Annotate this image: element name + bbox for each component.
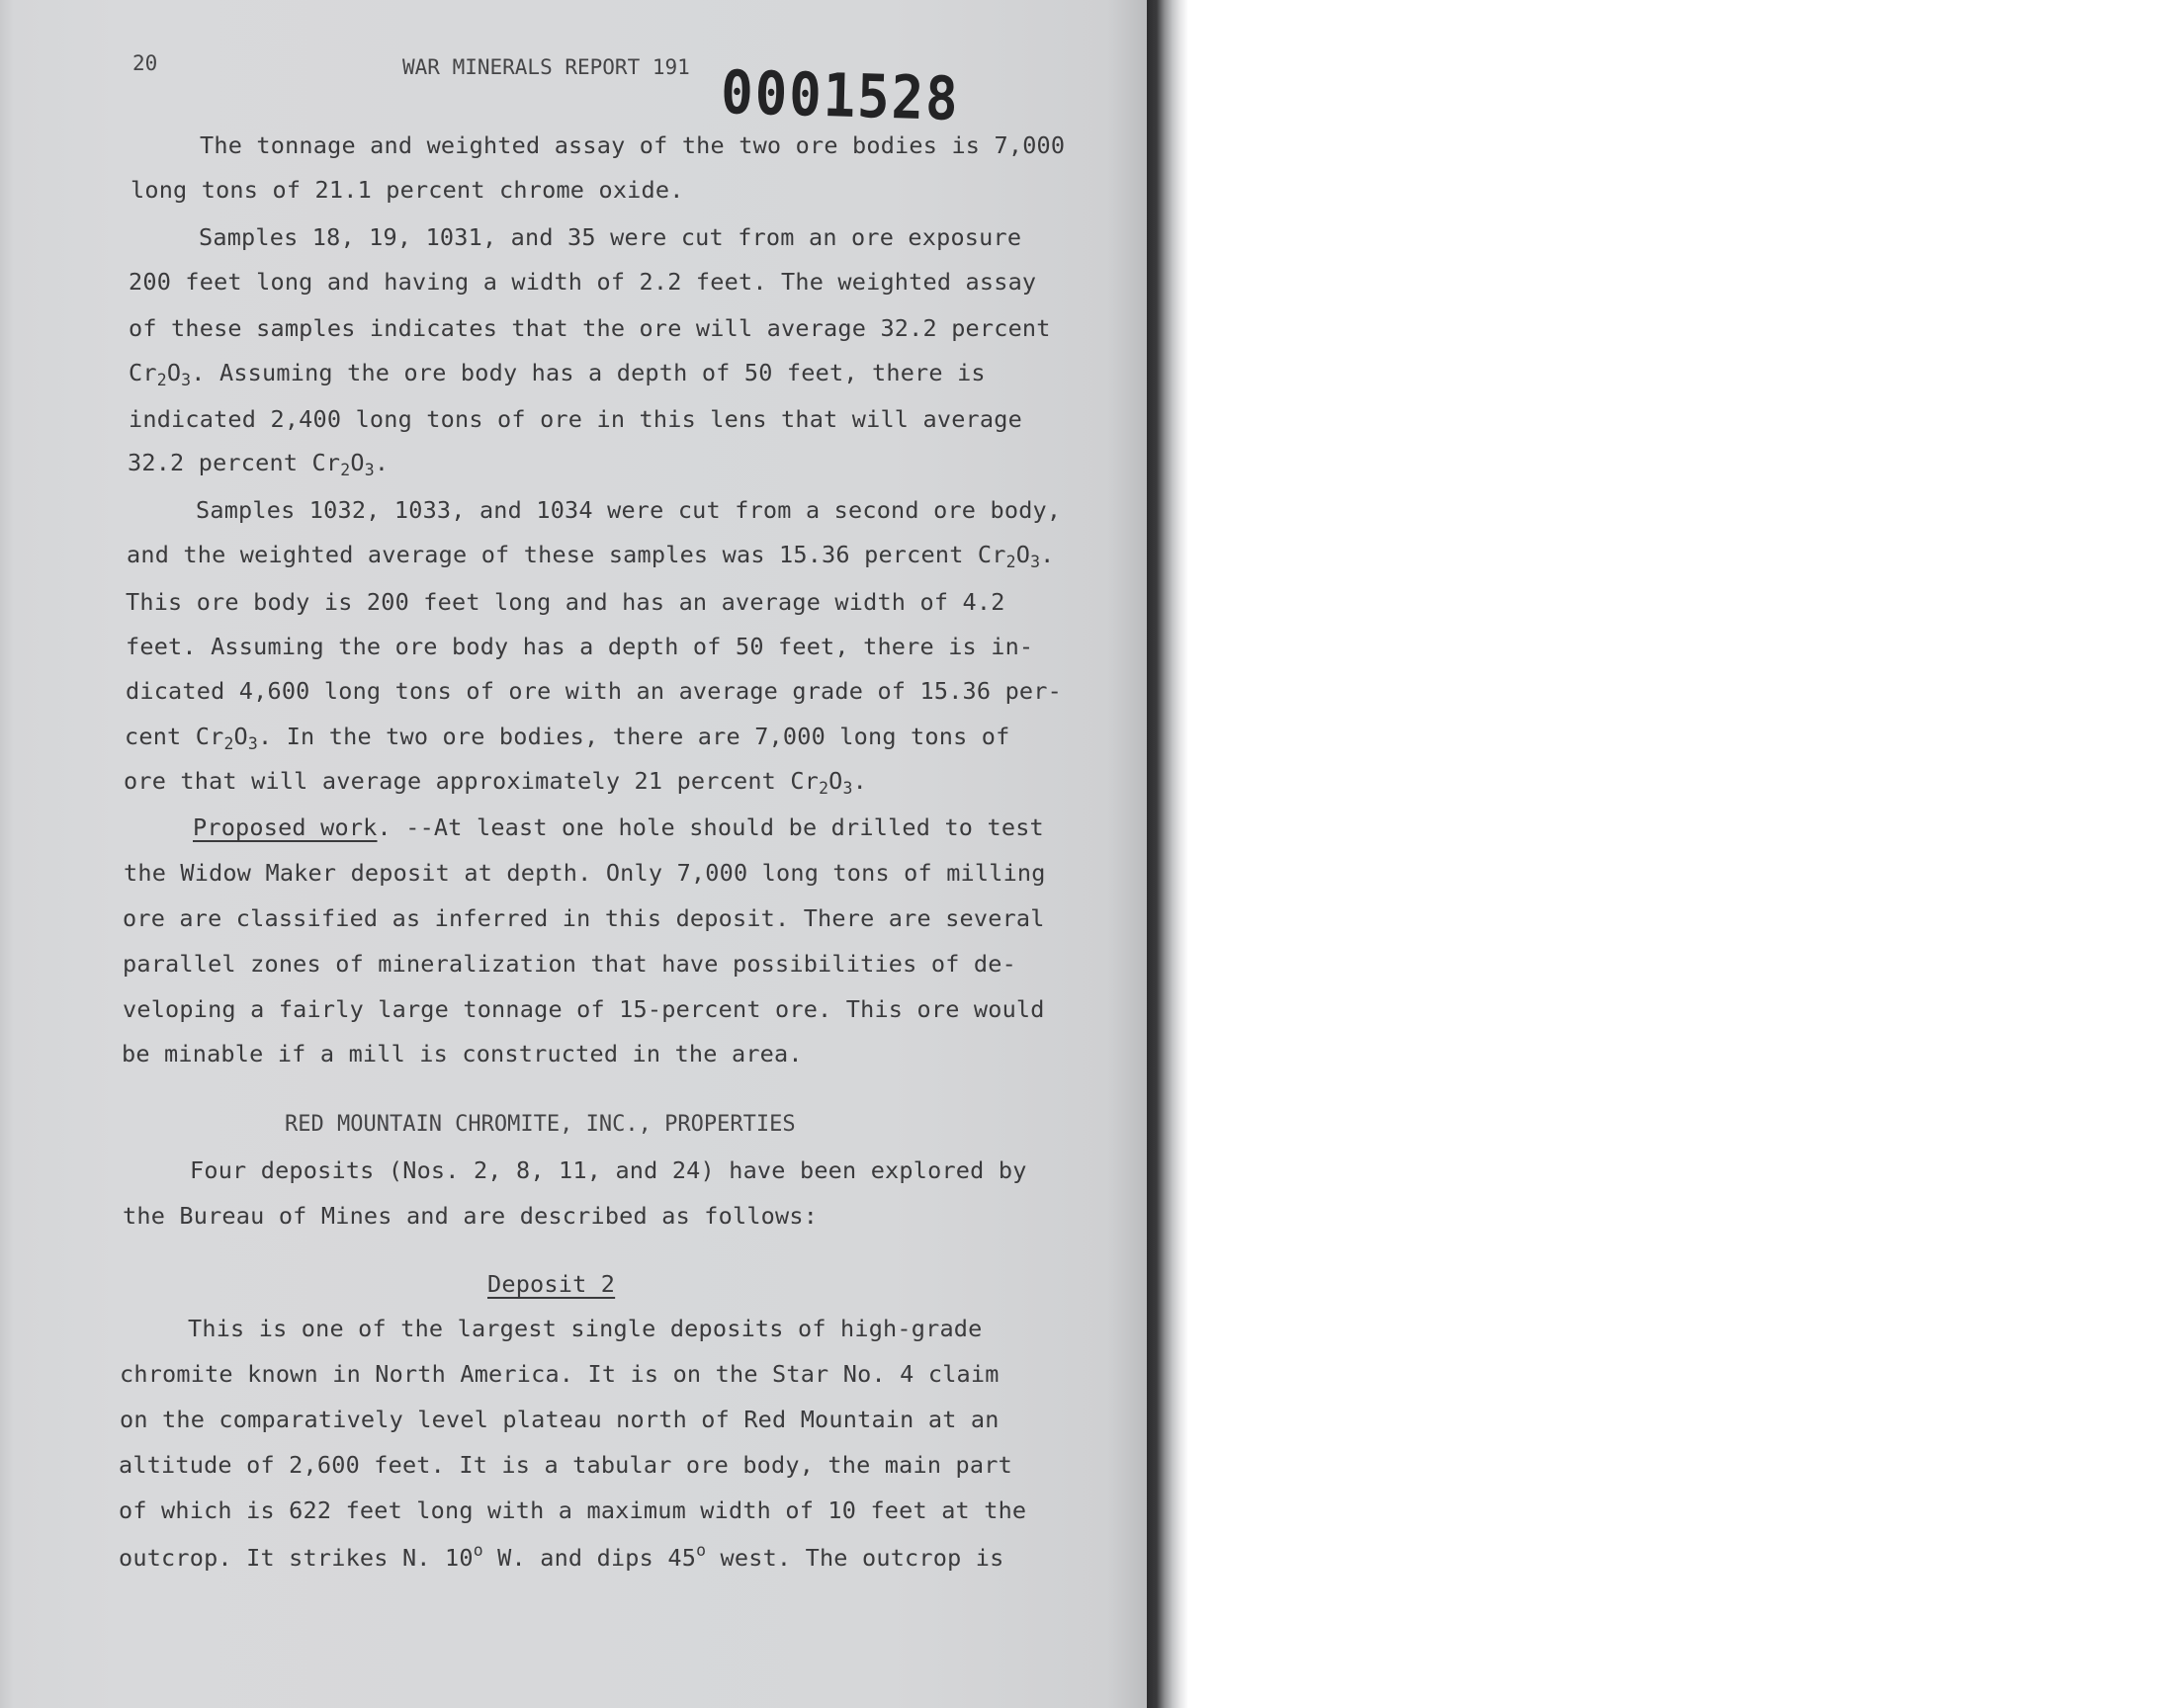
subscript: 2 <box>156 371 167 389</box>
body-line-8 <box>128 449 389 479</box>
subscript: 2 <box>1005 553 1016 571</box>
text-run: W. and dips 45 <box>482 1544 697 1572</box>
text-run: and the weighted average of these samples was 15.36 percent Cr <box>127 541 1006 568</box>
subscript: 3 <box>181 371 192 389</box>
body-line-3: Samples 18, 19, 1031, and 35 were cut from an ore exposure <box>199 223 1022 251</box>
document-number-stamp: 0001528 <box>720 57 961 134</box>
body-line-10 <box>127 541 1055 571</box>
body-line-29: altitude of 2,600 feet. It is a tabular ore body, the main part <box>119 1451 1012 1479</box>
page-number: 20 <box>132 51 158 75</box>
degree-sign: o <box>473 1541 483 1560</box>
body-line-13: dicated 4,600 long tons of ore with an average grade of 15.36 per- <box>126 677 1062 705</box>
body-line-17: the Widow Maker deposit at depth. Only 7,000 long tons of milling <box>124 859 1046 887</box>
body-line-15 <box>124 767 867 798</box>
text-run: cent Cr <box>125 723 224 750</box>
text-run: O <box>350 449 365 476</box>
text-run: . <box>1040 541 1055 568</box>
book-binding-shadow <box>1147 0 1188 1708</box>
subscript: 2 <box>223 734 234 753</box>
deposit-2-label: Deposit 2 <box>487 1270 616 1298</box>
subscript: 2 <box>819 779 829 798</box>
text-run: . <box>374 449 390 476</box>
subscript: 3 <box>1030 553 1041 571</box>
section-heading-proposed-work: Proposed work <box>193 813 378 841</box>
body-line-28: on the comparatively level plateau north of Red Mountain at an <box>120 1406 1000 1433</box>
body-line-7: indicated 2,400 long tons of ore in this lens that will average <box>129 405 1022 433</box>
body-line-24: the Bureau of Mines and are described as follows: <box>123 1202 819 1230</box>
body-line-9: Samples 1032, 1033, and 1034 were cut from a second ore body, <box>196 496 1062 524</box>
text-run: west. The outcrop is <box>706 1544 1004 1572</box>
body-line-19: parallel zones of mineralization that have possibilities of de- <box>123 950 1016 978</box>
text-run: . Assuming the ore body has a depth of 50 feet, there is <box>191 359 986 386</box>
body-line-26: This is one of the largest single deposits of high-grade <box>188 1315 983 1342</box>
subscript: 3 <box>842 779 853 798</box>
body-line-5: of these samples indicates that the ore will average 32.2 percent <box>129 314 1051 342</box>
body-line-14 <box>125 723 1009 753</box>
body-line-21: be minable if a mill is constructed in the area. <box>122 1040 803 1068</box>
subscript: 2 <box>340 461 351 479</box>
running-title: WAR MINERALS REPORT 191 <box>402 55 690 79</box>
text-run: ore that will average approximately 21 percent Cr <box>124 767 820 795</box>
body-line-18: ore are classified as inferred in this deposit. There are several <box>123 904 1045 932</box>
body-line-2: long tons of 21.1 percent chrome oxide. <box>130 176 684 204</box>
text-run: O <box>828 767 843 795</box>
text-run: . --At least one hole should be drilled to test <box>377 813 1044 841</box>
text-run: 32.2 percent Cr <box>128 449 341 476</box>
degree-sign: o <box>696 1541 707 1560</box>
body-line-1: The tonnage and weighted assay of the two ore bodies is 7,000 <box>200 131 1066 159</box>
text-run: . In the two ore bodies, there are 7,000 long tons of <box>258 723 1010 750</box>
body-line-20: veloping a fairly large tonnage of 15-percent ore. This ore would <box>123 995 1045 1023</box>
body-line-30: of which is 622 feet long with a maximum width of 10 feet at the <box>119 1496 1027 1524</box>
text-run: O <box>1015 541 1031 568</box>
body-line-31 <box>119 1541 1003 1572</box>
body-line-27: chromite known in North America. It is on the Star No. 4 claim <box>120 1360 1000 1388</box>
body-line-23: Four deposits (Nos. 2, 8, 11, and 24) have been explored by <box>190 1156 1027 1184</box>
text-run: outcrop. It strikes N. 10 <box>119 1544 474 1572</box>
body-line-16 <box>193 813 1044 841</box>
subscript: 3 <box>364 461 375 479</box>
text-run: O <box>233 723 248 750</box>
body-line-12: feet. Assuming the ore body has a depth of 50 feet, there is in- <box>126 633 1034 660</box>
subheading-deposit-2 <box>487 1270 615 1298</box>
text-run: O <box>166 359 182 386</box>
text-run: Cr <box>129 359 157 386</box>
section-title-red-mountain: RED MOUNTAIN CHROMITE, INC., PROPERTIES <box>285 1112 796 1137</box>
subscript: 3 <box>247 734 259 753</box>
text-run: . <box>852 767 867 795</box>
body-line-6 <box>129 359 986 389</box>
body-line-11: This ore body is 200 feet long and has an average width of 4.2 <box>126 588 1005 616</box>
body-line-4: 200 feet long and having a width of 2.2 feet. The weighted assay <box>129 268 1037 296</box>
